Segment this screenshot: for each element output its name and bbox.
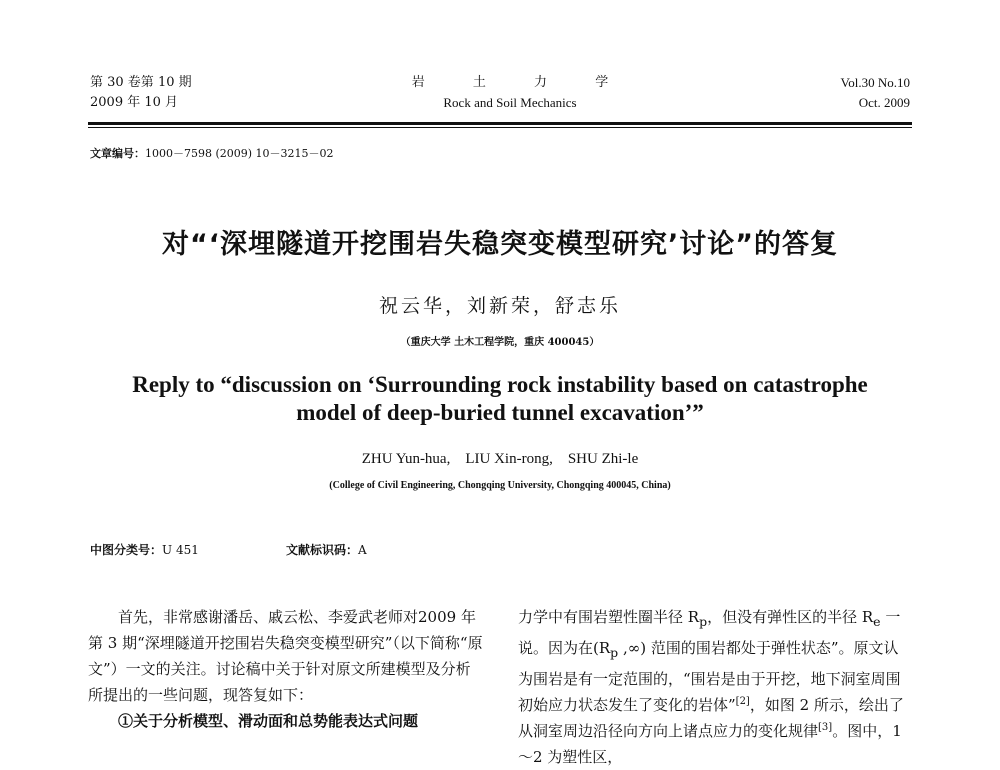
text-fragment: 力学中有围岩塑性圈半径 R [518,608,700,626]
subscript-p: p [699,614,708,629]
citation-ref: [2] [735,696,750,707]
authors-cn: 祝云华，刘新荣，舒志乐 [378,295,621,317]
affiliation-en: (College of Civil Engineering, Chongqing University, Chongqing 400045, China) [329,480,671,491]
article-number-value: 1000－7598 (2009) 10－3215－02 [145,147,334,160]
text-fragment: 一说。因为在(R [518,608,901,657]
body-column-right [518,604,913,770]
clc-value: U 451 [162,543,199,557]
citation-ref: [3] [818,722,833,733]
doc-code-label: 文献标识码： [286,543,359,557]
section-heading: ①关于分析模型、滑动面和总势能表达式问题 [118,712,419,730]
subscript-p: p [610,645,619,660]
header-date-en: Oct. 2009 [858,95,910,110]
clc-number [90,541,199,558]
journal-name-cn: 岩 土 力 学 [411,75,631,90]
doc-code-value: A [358,543,367,557]
header-rule-thin [88,127,912,128]
text-fragment: ，如图 2 所示，绘出了从洞室周边沿径向方向上诸点应力的变化规律 [518,696,904,740]
journal-name-en: Rock and Soil Mechanics [443,95,577,110]
title-en [80,371,920,427]
text-fragment: ，但没有弹性区的半径 R [707,608,874,626]
affiliation-cn: （重庆大学 土木工程学院，重庆 400045） [400,337,600,348]
authors-en: ZHU Yun-hua, LIU Xin-rong, SHU Zhi-le [361,451,639,467]
article-number [90,145,334,161]
body-paragraph: 首先，非常感谢潘岳、戚云松、李爱武老师对2009 年第 3 期“深埋隧道开挖围岩失稳突变模型研究”（以下简称“原文”）一文的关注。讨论稿中关于针对原文所建模型及分析所提出的一些问题，现答复如下： [88,608,483,704]
subscript-e: e [873,614,881,629]
header-volume-issue: 第 30 卷第 10 期 [90,75,192,90]
title-cn: 对“‘深埋隧道开挖围岩失稳突变模型研究’讨论”的答复 [161,229,838,260]
header-vol-no: Vol.30 No.10 [840,75,910,90]
document-code [286,541,367,558]
article-number-label: 文章编号： [90,147,145,160]
body-paragraph-right [518,604,913,770]
body-column-left [88,604,483,734]
header-volume-en [841,73,910,113]
text-fragment: ,∞) 范围的围岩都处于弹性状态”。原文认为围岩是有一定范围的，“围岩是由于开挖，地下洞室周围初始应力状态发生了变化的岩体” [518,639,901,714]
clc-label: 中图分类号： [90,543,163,557]
title-en-line2: model of deep-buried tunnel excavation’” [296,400,704,425]
header-volume-info [90,73,192,113]
header-rule-thick [88,122,912,125]
text-fragment: 。图中，1～2 为塑性区， [518,722,902,766]
header-journal [380,73,640,113]
title-en-line1: Reply to “discussion on ‘Surrounding rock instability based on catastrophe [132,372,868,397]
header-date-cn: 2009 年 10 月 [90,95,179,110]
